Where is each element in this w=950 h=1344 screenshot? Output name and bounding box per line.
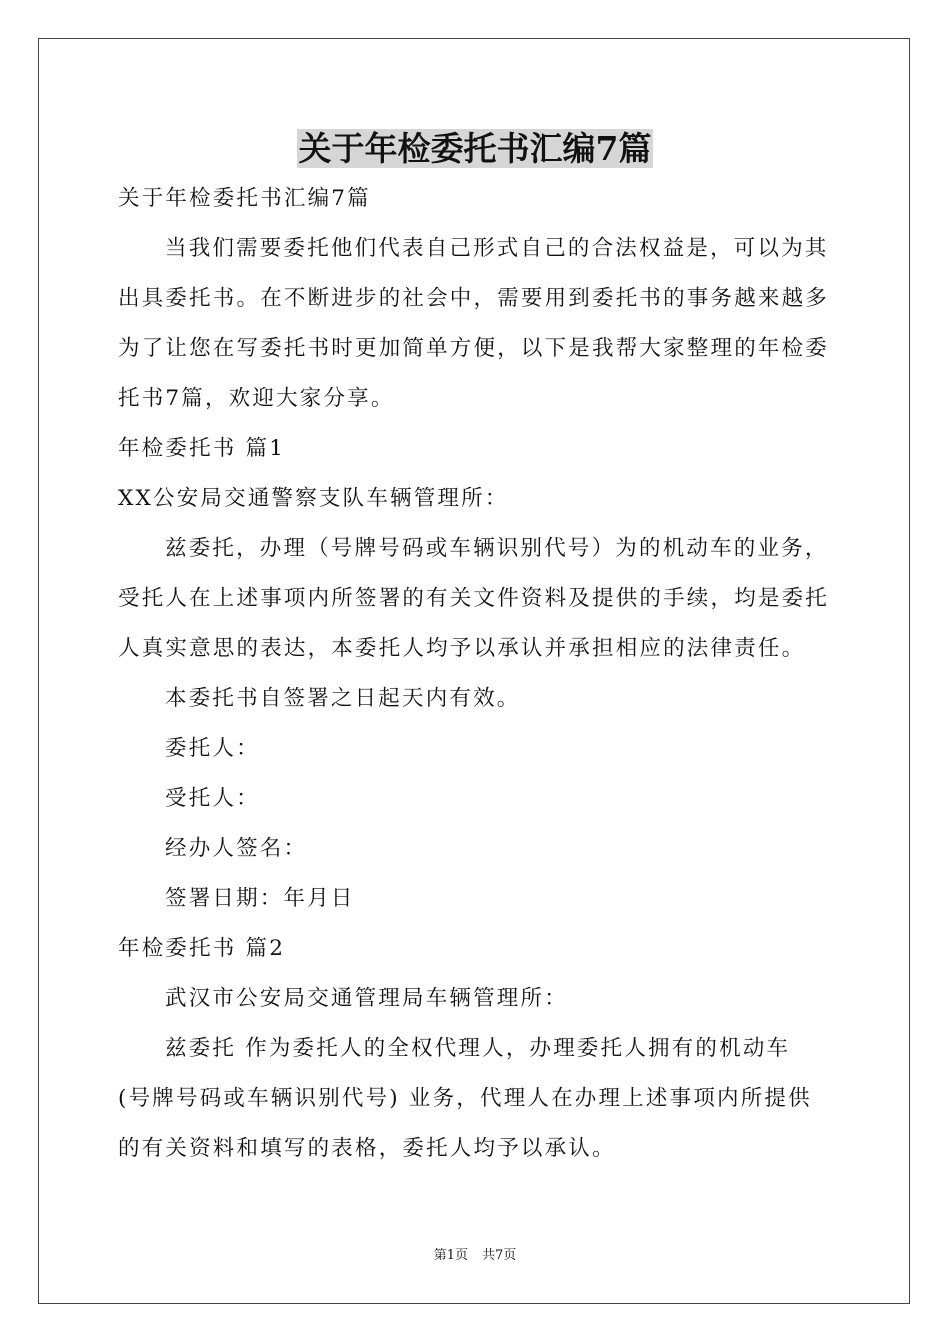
section1-addressee: XX公安局交通警察支队车辆管理所：: [118, 486, 509, 511]
section2-addressee: 武汉市公安局交通管理局车辆管理所：: [165, 986, 568, 1011]
section2-body-line-2: (号牌号码或车辆识别代号) 业务，代理人在办理上述事项内所提供: [118, 1086, 812, 1111]
section1-heading: 年检委托书 篇1: [118, 436, 286, 461]
intro-line-2: 出具委托书。在不断进步的社会中，需要用到委托书的事务越来越多: [118, 286, 830, 311]
intro-line-4: 托书7篇，欢迎大家分享。: [118, 386, 395, 411]
page-number: 第1页: [433, 1248, 468, 1263]
section1-body-line-2: 受托人在上述事项内所签署的有关文件资料及提供的手续，均是委托: [118, 586, 830, 611]
section1-body-line-1: 兹委托，办理（号牌号码或车辆识别代号）为的机动车的业务，: [165, 536, 829, 561]
section1-handler-signature-field: 经办人签名：: [165, 836, 308, 861]
intro-line-3: 为了让您在写委托书时更加简单方便，以下是我帮大家整理的年检委: [118, 336, 830, 361]
section1-sign-date-field: 签署日期：年月日: [165, 886, 355, 911]
section2-body-line-1: 兹委托 作为委托人的全权代理人，办理委托人拥有的机动车: [165, 1036, 791, 1061]
section1-principal-field: 委托人：: [165, 736, 260, 761]
page-footer: [0, 1246, 950, 1266]
section1-body-line-3: 人真实意思的表达，本委托人均予以承认并承担相应的法律责任。: [118, 636, 806, 661]
section2-body-line-3: 的有关资料和填写的表格，委托人均予以承认。: [118, 1136, 616, 1161]
total-pages: 共7页: [482, 1248, 517, 1263]
document-title-text: 关于年检委托书汇编7篇: [298, 129, 652, 168]
document-title: [0, 124, 950, 174]
intro-line-1: 当我们需要委托他们代表自己形式自己的合法权益是，可以为其: [165, 236, 829, 261]
section2-heading: 年检委托书 篇2: [118, 936, 286, 961]
document-subtitle: 关于年检委托书汇编7篇: [118, 186, 371, 211]
section1-validity: 本委托书自签署之日起天内有效。: [165, 686, 521, 711]
section1-agent-field: 受托人：: [165, 786, 260, 811]
